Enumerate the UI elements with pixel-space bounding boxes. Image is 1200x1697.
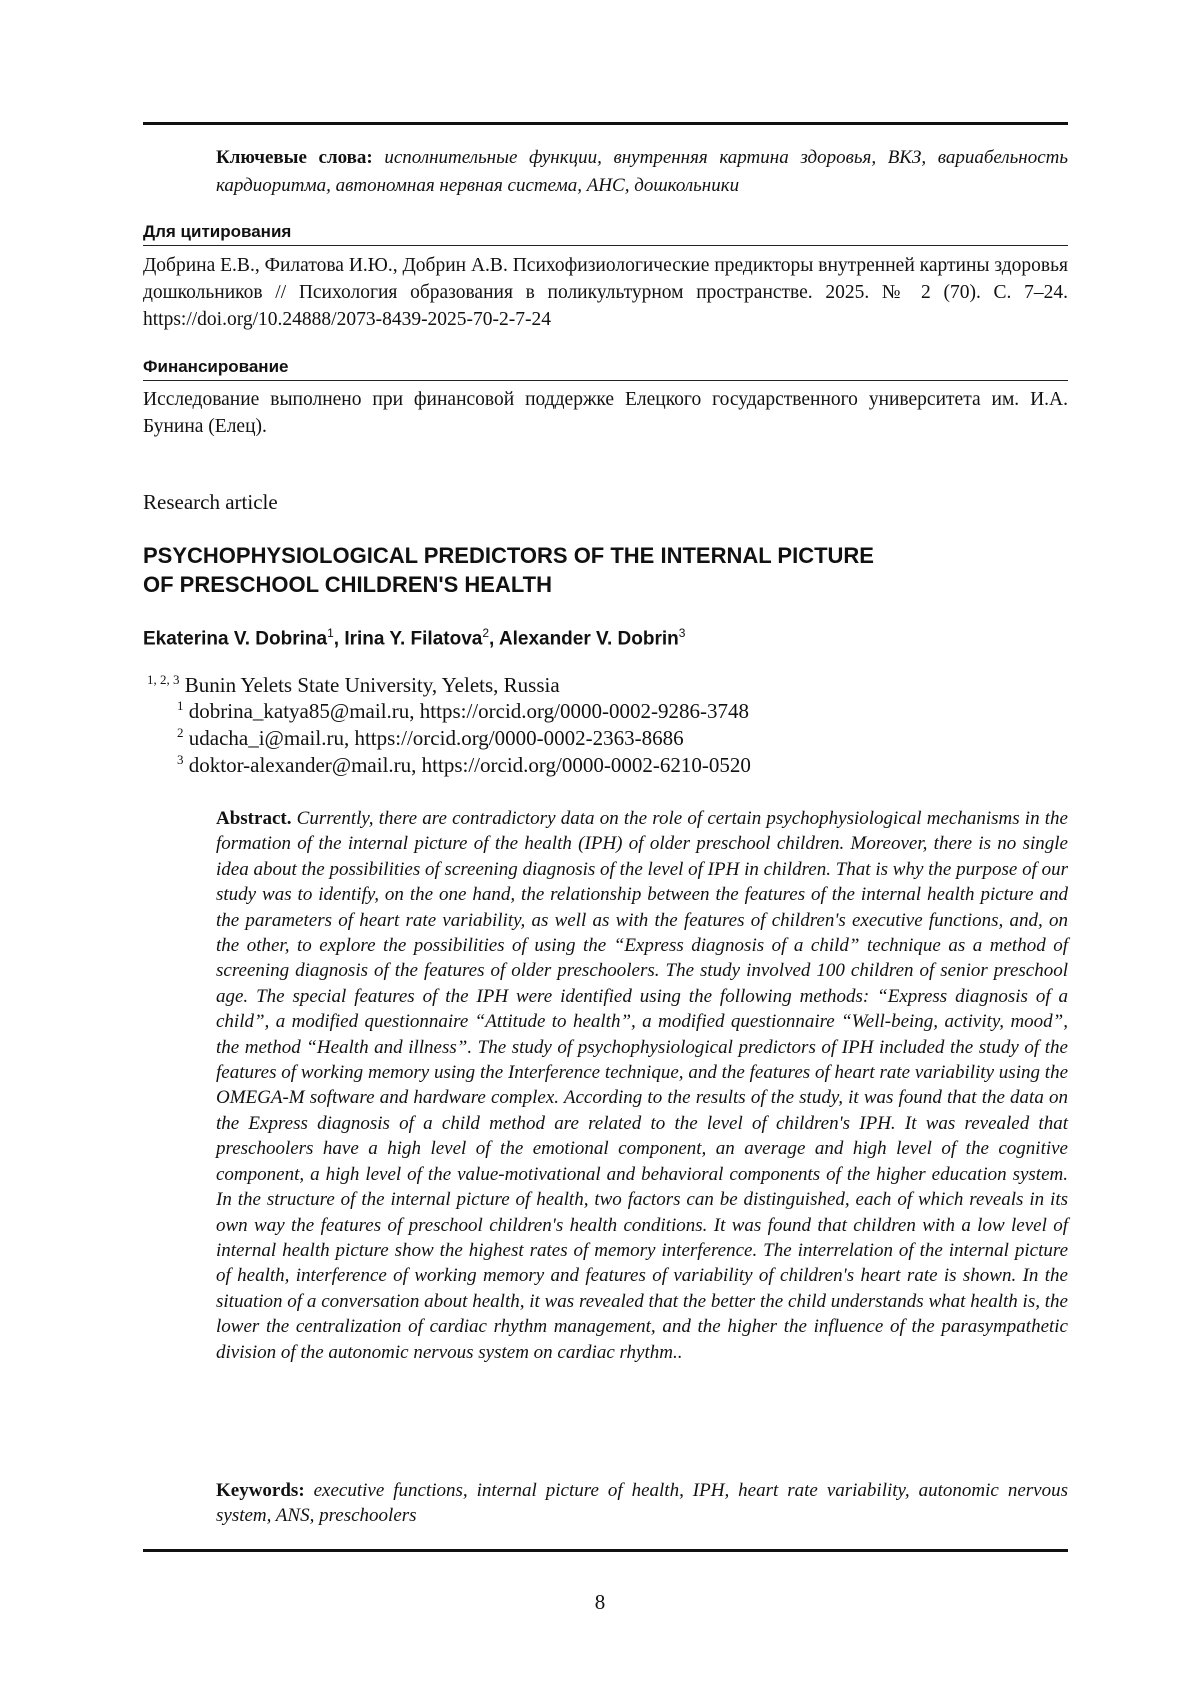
funding-rule bbox=[143, 380, 1068, 381]
contact-line bbox=[177, 746, 751, 779]
contact-text: doktor-alexander@mail.ru, https://orcid.org/0000-0002-6210-0520 bbox=[189, 753, 751, 777]
funding-text: Исследование выполнено при финансовой поддержке Елецкого государственного университета им. И.А. Бунина (Елец). bbox=[143, 386, 1068, 440]
author-sup: 3 bbox=[679, 626, 686, 640]
author-name: Alexander V. Dobrin bbox=[499, 628, 679, 649]
contact-text: udacha_i@mail.ru, https://orcid.org/0000-0002-2363-8686 bbox=[189, 726, 684, 750]
author-name: Irina Y. Filatova bbox=[344, 628, 482, 649]
author-list bbox=[143, 620, 1068, 652]
ru-keywords-label: Ключевые слова: bbox=[216, 147, 373, 168]
funding-heading: Финансирование bbox=[143, 357, 288, 377]
top-rule bbox=[143, 122, 1068, 125]
citation-heading: Для цитирования bbox=[143, 222, 291, 242]
author-separator: , bbox=[489, 628, 499, 649]
en-keywords bbox=[216, 1478, 1068, 1529]
abstract bbox=[216, 806, 1068, 1365]
contact-sup: 3 bbox=[177, 752, 184, 767]
author-name: Ekaterina V. Dobrina bbox=[143, 628, 327, 649]
abstract-label: Abstract. bbox=[216, 808, 291, 829]
title-line-1: PSYCHOPHYSIOLOGICAL PREDICTORS OF THE INTERNAL PICTURE bbox=[143, 543, 874, 568]
ru-keywords bbox=[216, 144, 1068, 200]
en-keywords-text: executive functions, internal picture of health, IPH, heart rate variability, autonomic nervous system, ANS, preschoolers bbox=[216, 1480, 1068, 1526]
title-line-2: OF PRESCHOOL CHILDREN'S HEALTH bbox=[143, 572, 552, 597]
contact-sup: 1 bbox=[177, 698, 184, 713]
bottom-rule bbox=[143, 1549, 1068, 1552]
contact-text: dobrina_katya85@mail.ru, https://orcid.org/0000-0002-9286-3748 bbox=[189, 699, 749, 723]
affiliation-text: Bunin Yelets State University, Yelets, Russia bbox=[185, 673, 560, 697]
article-title bbox=[143, 541, 1068, 599]
en-keywords-label: Keywords: bbox=[216, 1480, 305, 1501]
affiliation-sup: 1, 2, 3 bbox=[147, 672, 180, 687]
article-type: Research article bbox=[143, 489, 278, 515]
citation-text: Добрина Е.В., Филатова И.Ю., Добрин А.В. Психофизиологические предикторы внутренней картины здоровья дошкольников // Психология образования в поликультурном пространстве. 2025. № 2 (70). С. 7–24. https://doi.org/10.24888/2073-8439-2025-70-2-7-24 bbox=[143, 252, 1068, 333]
contact-sup: 2 bbox=[177, 725, 184, 740]
page-number: 8 bbox=[0, 1590, 1200, 1615]
author-sup: 2 bbox=[482, 626, 489, 640]
author-separator: , bbox=[334, 628, 345, 649]
ru-keywords-text: исполнительные функции, внутренняя картина здоровья, ВКЗ, вариабельность кардиоритма, автономная нервная система, АНС, дошкольники bbox=[216, 147, 1068, 196]
abstract-text: Currently, there are contradictory data on the role of certain psychophysiological mechanisms in the formation of the internal picture of the health (IPH) of older preschool children. Moreover, there is no single idea about the possibilities of screening diagnosis of the level of IPH in children. That is why the purpose of our study was to identify, on the one hand, the relationship between the features of the internal health picture and the parameters of heart rate variability, as well as with the features of children's executive functions, and, on the other, to explore the possibilities of using the “Express diagnosis of a child” technique as a method of screening diagnosis of the features of older preschoolers. The study involved 100 children of senior preschool age. The special features of the IPH were identified using the following methods: “Express diagnosis of a child”, a modified questionnaire “Attitude to health”, a modified questionnaire “Well-being, activity, mood”, the method “Health and illness”. The study of psychophysiological predictors of IPH included the study of the features of working memory using the Interference technique, and the features of heart rate variability using the OMEGA-M software and hardware complex. According to the results of the study, it was found that the data on the Express diagnosis of a child method are related to the level of children's IPH. It was revealed that preschoolers have a high level of the emotional component, an average and high level of the cognitive component, a high level of the value-motivational and behavioral components of the higher education system. In the structure of the internal picture of health, two factors can be distinguished, each of which reveals in its own way the features of preschool children's health conditions. It was found that children with a low level of internal health picture show the highest rates of memory interference. The interrelation of the internal picture of health, interference of working memory and features of variability of children's heart rate is shown. In the situation of a conversation about health, it was revealed that the better the child understands what health is, the lower the centralization of cardiac rhythm management, and the higher the influence of the parasympathetic division of the autonomic nervous system on cardiac rhythm.. bbox=[216, 808, 1068, 1363]
citation-rule bbox=[143, 245, 1068, 246]
author-sup: 1 bbox=[327, 626, 334, 640]
